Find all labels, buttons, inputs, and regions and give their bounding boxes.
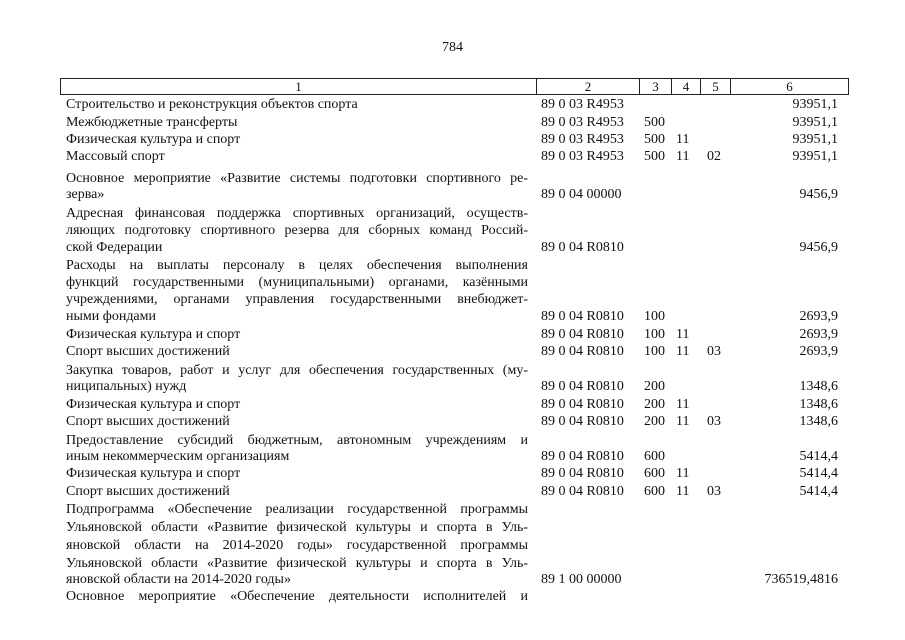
- row-text: яновской области на 2014-2020 годы» государственной программы: [66, 538, 528, 553]
- row-vr: 100: [644, 327, 665, 342]
- row-text: Строительство и реконструкция объектов спорта: [66, 97, 358, 112]
- row-pr: 03: [707, 484, 721, 499]
- row-text: функций государственными (муниципальными) органами, казёнными: [66, 275, 528, 290]
- row-sum: 1348,6: [799, 379, 838, 394]
- table-row: [0, 131, 905, 149]
- row-code: 89 0 03 R4953: [541, 149, 624, 164]
- table-row: [0, 413, 905, 431]
- table-row: [0, 96, 905, 114]
- row-text: ской Федерации: [66, 240, 163, 255]
- row-text: Расходы на выплаты персоналу в целях обеспечения выполнения: [66, 258, 528, 273]
- table-row: [0, 239, 905, 257]
- row-rz: 11: [676, 327, 690, 342]
- table-row: [0, 291, 905, 309]
- table-row: [0, 205, 905, 223]
- row-text: яновской области на 2014-2020 годы»: [66, 572, 291, 587]
- row-sum: 9456,9: [799, 187, 838, 202]
- row-text: Спорт высших достижений: [66, 484, 230, 499]
- table-row: [0, 465, 905, 483]
- table-row: [0, 396, 905, 414]
- table-row: [0, 222, 905, 240]
- header-col-4: 4: [672, 79, 701, 94]
- table-row: [0, 378, 905, 396]
- row-text: учреждениями, органами управления государственными внебюджет-: [66, 292, 528, 307]
- row-text: Спорт высших достижений: [66, 344, 230, 359]
- row-rz: 11: [676, 414, 690, 429]
- row-vr: 600: [644, 449, 665, 464]
- row-sum: 5414,4: [799, 466, 838, 481]
- row-rz: 11: [676, 466, 690, 481]
- row-vr: 100: [644, 309, 665, 324]
- table-row: [0, 483, 905, 501]
- header-col-2: 2: [537, 79, 640, 94]
- row-code: 89 0 04 R0810: [541, 344, 624, 359]
- row-text: Закупка товаров, работ и услуг для обеспечения государственных (му-: [66, 363, 528, 378]
- row-sum: 1348,6: [799, 397, 838, 412]
- row-code: 89 0 04 R0810: [541, 414, 624, 429]
- page-number: 784: [442, 40, 463, 55]
- row-text: Физическая культура и спорт: [66, 466, 241, 481]
- row-code: 89 0 04 00000: [541, 187, 622, 202]
- table-row: [0, 308, 905, 326]
- table-row: [0, 148, 905, 166]
- row-pr: 03: [707, 414, 721, 429]
- row-pr: 02: [707, 149, 721, 164]
- row-text: Предоставление субсидий бюджетным, автономным учреждениям и: [66, 433, 528, 448]
- row-code: 89 0 04 R0810: [541, 309, 624, 324]
- row-text: Подпрограмма «Обеспечение реализации государственной программы: [66, 502, 528, 517]
- table-row: [0, 519, 905, 537]
- table-row: [0, 257, 905, 275]
- table-row: [0, 501, 905, 519]
- row-sum: 2693,9: [799, 344, 838, 359]
- row-code: 89 0 03 R4953: [541, 97, 624, 112]
- row-sum: 93951,1: [792, 149, 838, 164]
- table-row: [0, 326, 905, 344]
- row-rz: 11: [676, 344, 690, 359]
- row-rz: 11: [676, 397, 690, 412]
- row-text: Физическая культура и спорт: [66, 132, 241, 147]
- table-row: [0, 571, 905, 589]
- row-text: Основное мероприятие «Обеспечение деятельности исполнителей и: [66, 589, 528, 604]
- row-vr: 100: [644, 344, 665, 359]
- row-code: 89 0 04 R0810: [541, 484, 624, 499]
- row-code: 89 0 04 R0810: [541, 397, 624, 412]
- row-text: Физическая культура и спорт: [66, 327, 241, 342]
- row-rz: 11: [676, 484, 690, 499]
- row-vr: 500: [644, 115, 665, 130]
- row-vr: 600: [644, 484, 665, 499]
- table-row: [0, 588, 905, 606]
- row-text: Адресная финансовая поддержка спортивных организаций, осуществ-: [66, 206, 528, 221]
- row-sum: 2693,9: [799, 309, 838, 324]
- row-rz: 11: [676, 149, 690, 164]
- row-text: ляющих подготовку спортивного резерва для сборных команд Россий-: [66, 223, 528, 238]
- header-col-6: 6: [786, 79, 793, 94]
- row-code: 89 0 04 R0810: [541, 379, 624, 394]
- table-row: [0, 343, 905, 361]
- row-text: Ульяновской области «Развитие физической культуры и спорта в Уль-: [66, 520, 528, 535]
- row-pr: 03: [707, 344, 721, 359]
- table-row: [0, 186, 905, 204]
- row-text: зерва»: [66, 187, 105, 202]
- row-code: 89 0 04 R0810: [541, 449, 624, 464]
- row-vr: 600: [644, 466, 665, 481]
- row-sum: 2693,9: [799, 327, 838, 342]
- row-rz: 11: [676, 132, 690, 147]
- row-text: Физическая культура и спорт: [66, 397, 241, 412]
- row-vr: 200: [644, 379, 665, 394]
- row-sum: 93951,1: [792, 132, 838, 147]
- row-text: Основное мероприятие «Развитие системы подготовки спортивного ре-: [66, 171, 528, 186]
- table-row: [0, 274, 905, 292]
- row-sum: 1348,6: [799, 414, 838, 429]
- row-sum: 93951,1: [792, 97, 838, 112]
- table-header: [60, 78, 849, 95]
- table-row: [0, 448, 905, 466]
- header-col-1: 1: [61, 79, 537, 94]
- row-code: 89 0 04 R0810: [541, 466, 624, 481]
- row-sum: 9456,9: [799, 240, 838, 255]
- row-vr: 500: [644, 132, 665, 147]
- row-sum: 5414,4: [799, 484, 838, 499]
- row-text: Спорт высших достижений: [66, 414, 230, 429]
- row-sum: 5414,4: [799, 449, 838, 464]
- row-code: 89 0 04 R0810: [541, 327, 624, 342]
- header-col-5: 5: [701, 79, 731, 94]
- row-sum: 93951,1: [792, 115, 838, 130]
- row-text: ниципальных) нужд: [66, 379, 187, 394]
- row-text: Межбюджетные трансферты: [66, 115, 238, 130]
- row-text: иным некоммерческим организациям: [66, 449, 290, 464]
- row-vr: 200: [644, 414, 665, 429]
- row-code: 89 0 03 R4953: [541, 132, 624, 147]
- table-row: [0, 537, 905, 555]
- row-sum: 736519,4816: [764, 572, 838, 587]
- row-code: 89 1 00 00000: [541, 572, 622, 587]
- row-vr: 500: [644, 149, 665, 164]
- row-vr: 200: [644, 397, 665, 412]
- row-text: ными фондами: [66, 309, 157, 324]
- row-text: Массовый спорт: [66, 149, 165, 164]
- row-code: 89 0 04 R0810: [541, 240, 624, 255]
- row-code: 89 0 03 R4953: [541, 115, 624, 130]
- header-col-3: 3: [640, 79, 672, 94]
- row-text: Ульяновской области «Развитие физической культуры и спорта в Уль-: [66, 556, 528, 571]
- table-row: [0, 114, 905, 132]
